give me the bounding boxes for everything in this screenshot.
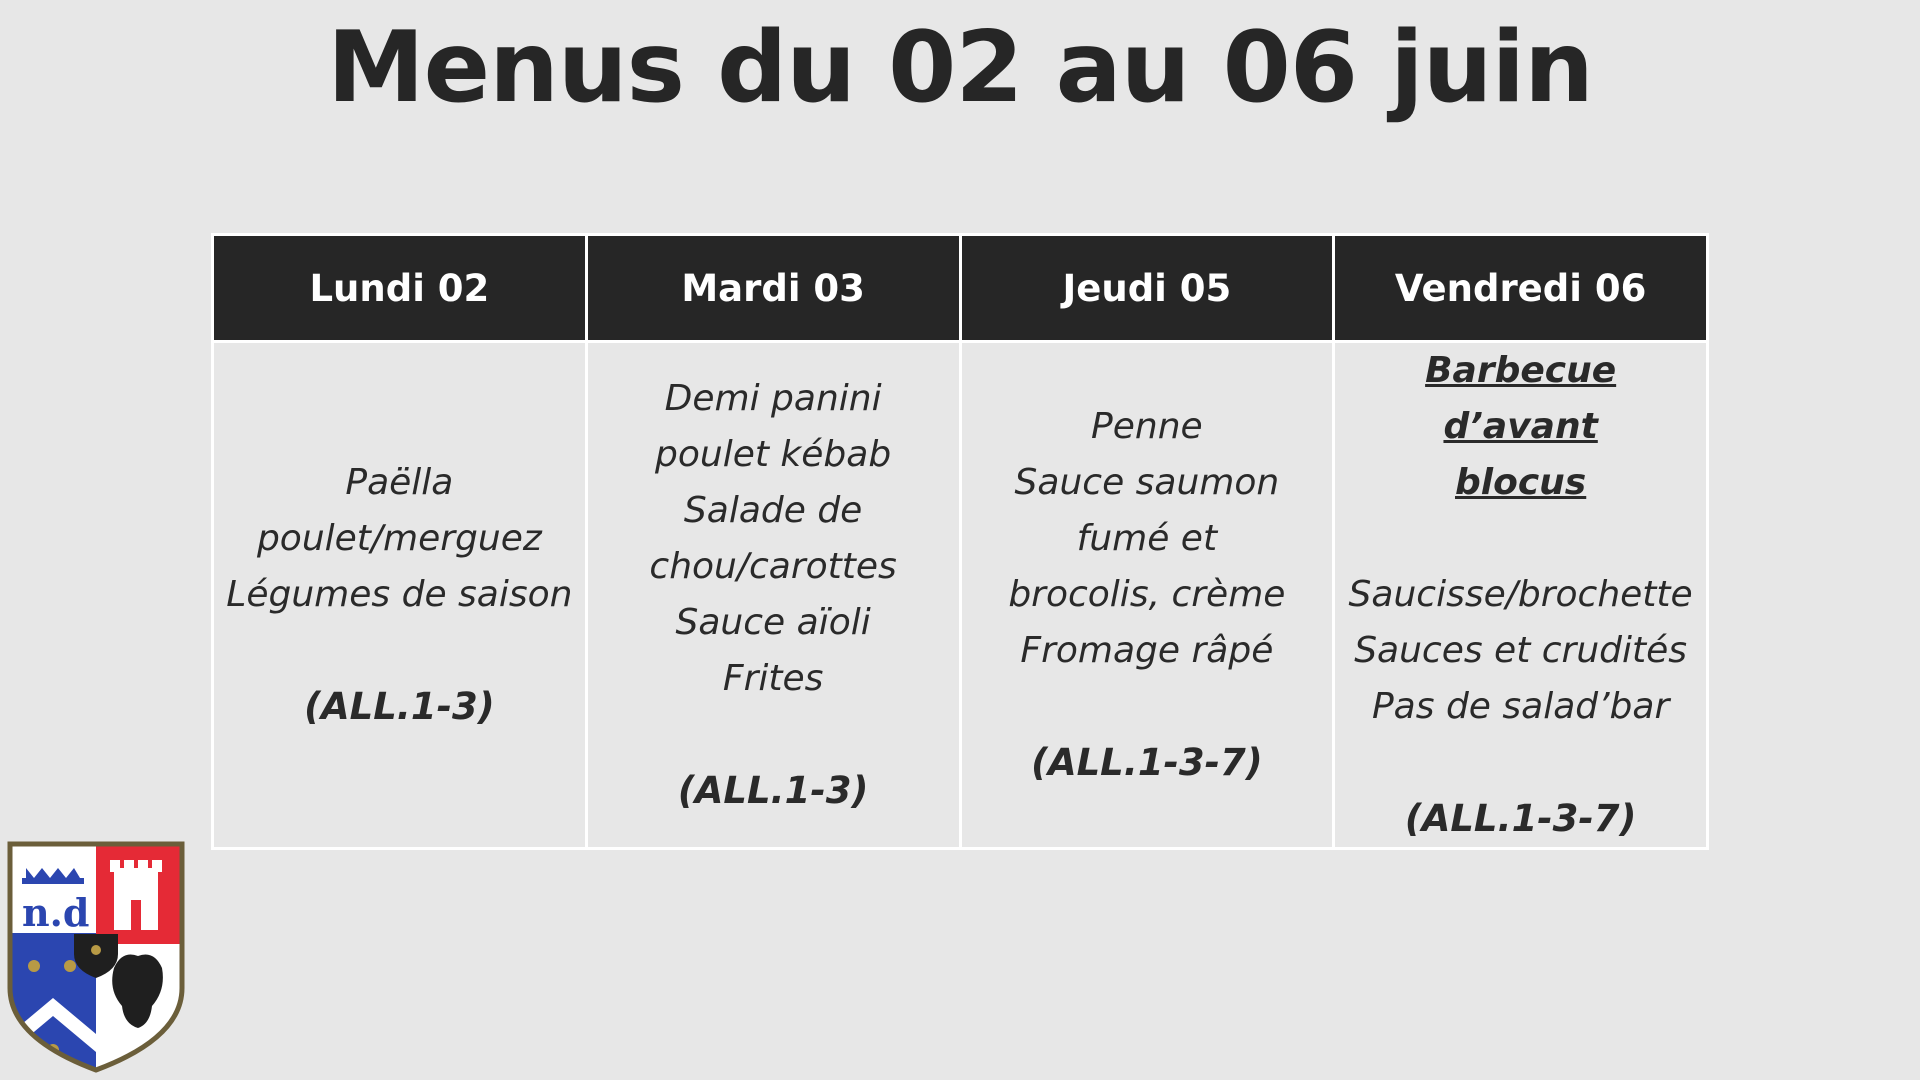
menu-cell-friday: [1334, 342, 1708, 849]
menu-row: [213, 342, 1708, 849]
event-title: blocus: [1455, 462, 1587, 503]
allergen-label: (ALL.1-3-7): [1404, 797, 1637, 840]
spacer: [972, 679, 1323, 735]
menu-line: Salade de: [683, 490, 863, 531]
day-header-thursday: Jeudi 05: [960, 235, 1334, 342]
school-crest-icon: [4, 838, 188, 1074]
menu-line: poulet/merguez: [256, 518, 542, 559]
menu-line: Fromage râpé: [1020, 630, 1274, 671]
menu-line: Frites: [722, 658, 824, 699]
menu-line: Paëlla: [345, 462, 454, 503]
allergen-label: (ALL.1-3): [304, 685, 495, 728]
menu-line: poulet kébab: [655, 434, 892, 475]
event-title: Barbecue d’avant: [1425, 350, 1617, 447]
allergen-label: (ALL.1-3): [677, 769, 869, 812]
menu-cell-thursday: [960, 342, 1334, 849]
menu-cell-tuesday: [586, 342, 960, 849]
spacer: [1345, 511, 1696, 567]
crest-letters: n.d: [22, 890, 90, 935]
spacer: [1345, 735, 1696, 791]
menu-table: [211, 233, 1709, 850]
day-header-tuesday: Mardi 03: [586, 235, 960, 342]
allergen-label: (ALL.1-3-7): [1031, 741, 1263, 784]
page-title: Menus du 02 au 06 juin: [327, 11, 1593, 125]
menu-line: chou/carottes: [649, 546, 897, 587]
day-header-friday: Vendredi 06: [1334, 235, 1708, 342]
menu-line: Penne: [1091, 406, 1203, 447]
day-header-monday: Lundi 02: [213, 235, 587, 342]
spacer: [598, 707, 949, 763]
menu-line: Sauces et crudités: [1354, 630, 1688, 671]
header-row: [213, 235, 1708, 342]
spacer: [224, 623, 575, 679]
menu-line: fumé et: [1076, 518, 1218, 559]
menu-cell-monday: [213, 342, 587, 849]
menu-line: Sauce saumon: [1014, 462, 1280, 503]
menu-line: brocolis, crème: [1008, 574, 1286, 615]
menu-line: Saucisse/brochette: [1348, 574, 1693, 615]
menu-line: Pas de salad’bar: [1371, 686, 1670, 727]
menu-line: Légumes de saison: [226, 574, 573, 615]
menu-line: Sauce aïoli: [675, 602, 871, 643]
menu-line: Demi panini: [664, 378, 882, 419]
